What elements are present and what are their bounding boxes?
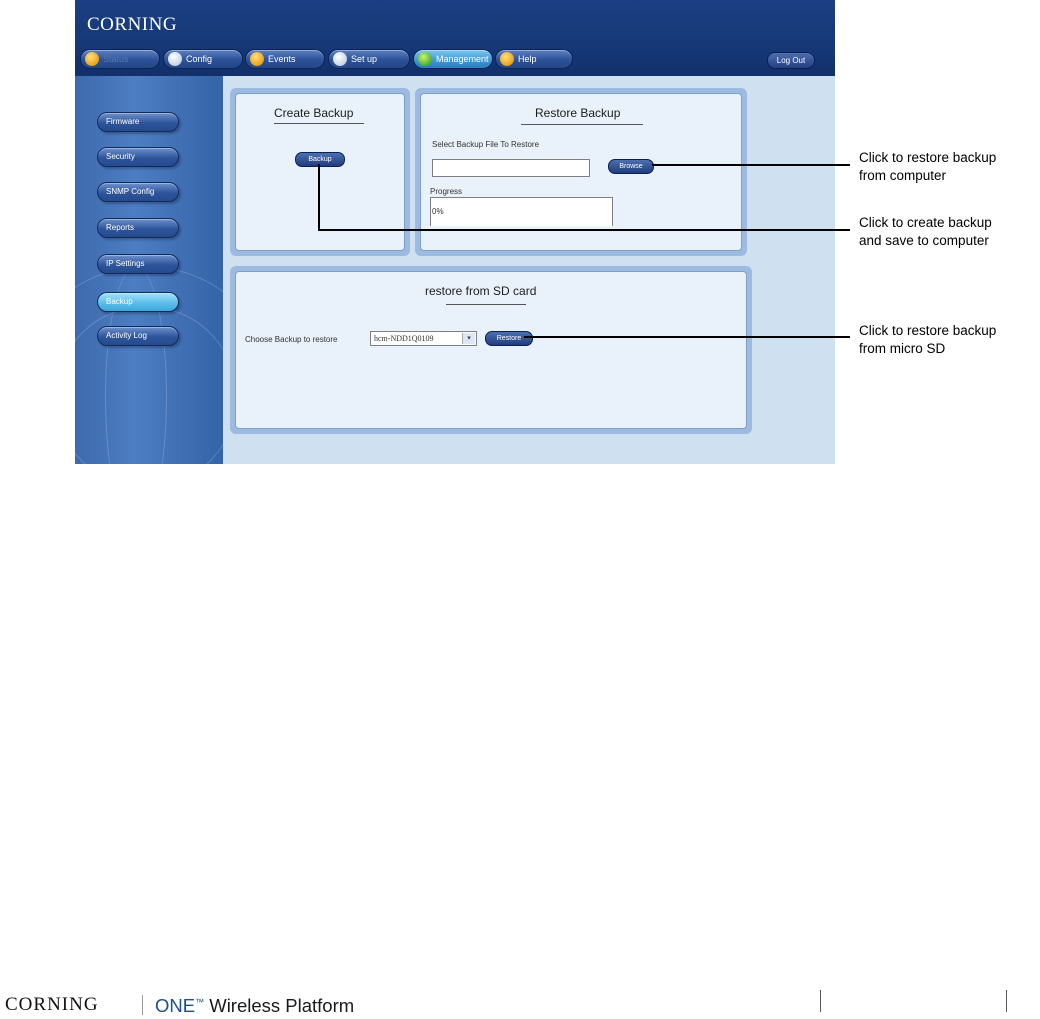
- tab-management-label: Management: [436, 54, 489, 64]
- setup-icon: [333, 52, 347, 66]
- sd-restore-title: restore from SD card: [425, 284, 537, 298]
- logout-button[interactable]: Log Out: [767, 52, 815, 69]
- callout-line-create-backup-vertical: [318, 164, 320, 230]
- events-icon: [250, 52, 264, 66]
- backup-select[interactable]: [370, 331, 477, 346]
- callout-create-backup-line2: and save to computer: [859, 233, 989, 248]
- tab-help[interactable]: [495, 49, 573, 69]
- tab-help-label: Help: [518, 54, 537, 64]
- tab-setup[interactable]: [328, 49, 410, 69]
- app-header: [75, 0, 835, 76]
- footer-corning-logo: CORNING: [5, 994, 99, 1015]
- tab-management[interactable]: [413, 49, 493, 69]
- tab-events-label: Events: [268, 54, 296, 64]
- tab-status-label: Status: [103, 54, 129, 64]
- callout-restore-sd: [859, 322, 996, 358]
- restore-backup-underline: [521, 124, 643, 125]
- callout-restore-computer-line1: Click to restore backup: [859, 150, 997, 165]
- corning-logo: CORNING: [87, 14, 178, 35]
- select-backup-label: Select Backup File To Restore: [432, 140, 540, 149]
- progress-label: Progress: [430, 187, 463, 196]
- footer-product-one: ONE: [155, 995, 196, 1016]
- backup-select-value: hcm-NDD1Q0109: [374, 334, 434, 343]
- sidebar-item-reports[interactable]: Reports: [97, 218, 179, 238]
- tab-config[interactable]: [163, 49, 243, 69]
- sidebar-item-ip-settings[interactable]: IP Settings: [97, 254, 179, 274]
- footer-divider-left: [820, 990, 821, 1012]
- restore-backup-title: Restore Backup: [535, 106, 621, 120]
- callout-create-backup: [859, 214, 992, 250]
- footer-divider-right: [1006, 990, 1007, 1012]
- management-screenshot: [75, 0, 835, 464]
- sd-restore-panel: [230, 266, 752, 434]
- browse-button[interactable]: Browse: [608, 159, 654, 174]
- footer-product-name: [155, 995, 354, 1017]
- footer-product-rest: Wireless Platform: [204, 995, 355, 1016]
- restore-sd-button[interactable]: Restore: [485, 331, 533, 346]
- backup-button[interactable]: Backup: [295, 152, 345, 167]
- tab-setup-label: Set up: [351, 54, 378, 64]
- callout-line-restore-sd: [524, 336, 850, 338]
- wrench-icon: [168, 52, 182, 66]
- tab-status[interactable]: [80, 49, 160, 69]
- sidebar-item-activity-log[interactable]: Activity Log: [97, 326, 179, 346]
- backup-file-input[interactable]: [432, 159, 590, 177]
- create-backup-title: Create Backup: [274, 106, 354, 120]
- sidebar-item-snmp-config[interactable]: SNMP Config: [97, 182, 179, 202]
- footer-separator: [142, 995, 143, 1015]
- callout-restore-sd-line1: Click to restore backup: [859, 323, 997, 338]
- sidebar-item-backup[interactable]: Backup: [97, 292, 179, 312]
- callout-restore-sd-line2: from micro SD: [859, 341, 946, 356]
- chevron-down-icon: ▾: [462, 333, 475, 344]
- callout-create-backup-line1: Click to create backup: [859, 215, 992, 230]
- sidebar: [75, 76, 223, 464]
- tab-events[interactable]: [245, 49, 325, 69]
- sidebar-item-security[interactable]: Security: [97, 147, 179, 167]
- progress-box: [430, 197, 613, 226]
- sd-restore-underline: [446, 304, 526, 305]
- footer-trademark: ™: [195, 997, 205, 1007]
- create-backup-underline: [274, 123, 364, 124]
- choose-backup-label: Choose Backup to restore: [245, 335, 338, 344]
- status-icon: [85, 52, 99, 66]
- callout-line-create-backup: [318, 229, 850, 231]
- sidebar-item-firmware[interactable]: Firmware: [97, 112, 179, 132]
- tab-config-label: Config: [186, 54, 213, 64]
- management-icon: [418, 52, 432, 66]
- callout-restore-computer: [859, 149, 996, 185]
- progress-value: 0%: [432, 207, 444, 216]
- callout-line-restore-computer: [652, 164, 850, 166]
- help-icon: [500, 52, 514, 66]
- callout-restore-computer-line2: from computer: [859, 168, 947, 183]
